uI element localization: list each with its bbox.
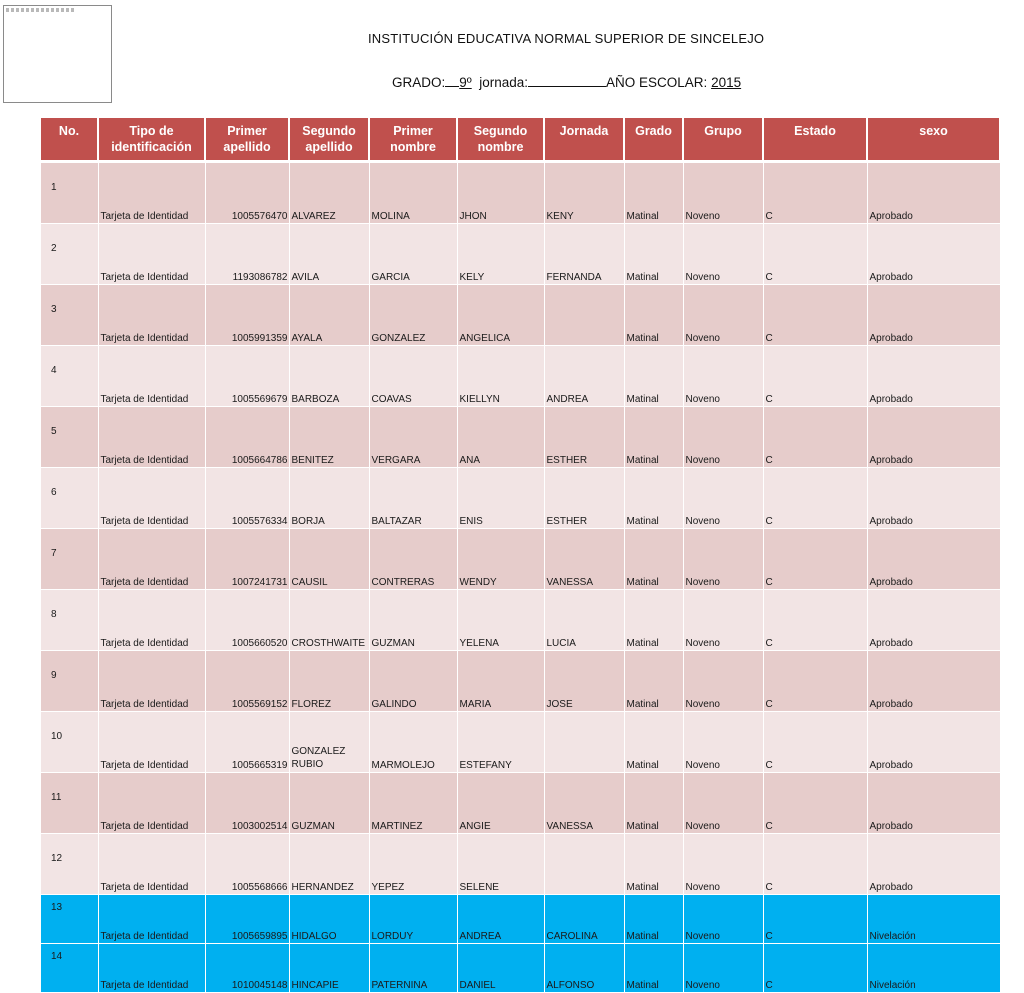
cell-second-surname: YEPEZ [369, 834, 457, 895]
cell-id-type: Tarjeta de Identidad [98, 834, 205, 895]
cell-estado: Aprobado [867, 346, 1000, 407]
cell-first-surname: AYALA [289, 285, 369, 346]
cell-second-surname: LORDUY [369, 895, 457, 944]
cell-second-name: ANDREA [544, 346, 624, 407]
cell-jornada: Matinal [624, 773, 683, 834]
cell-first-name: MARIA [457, 651, 544, 712]
cell-jornada: Matinal [624, 895, 683, 944]
cell-id-number: 1193086782 [205, 224, 289, 285]
cell-first-surname: HINCAPIE [289, 944, 369, 993]
cell-grupo: C [763, 529, 867, 590]
cell-first-name: JHON [457, 162, 544, 224]
column-header: Estado [763, 118, 867, 162]
cell-grado: Noveno [683, 834, 763, 895]
cell-first-surname: CROSTHWAITE [289, 590, 369, 651]
cell-second-name [544, 834, 624, 895]
cell-grado: Noveno [683, 895, 763, 944]
cell-grupo: C [763, 346, 867, 407]
cell-second-surname: BALTAZAR [369, 468, 457, 529]
cell-id-type: Tarjeta de Identidad [98, 468, 205, 529]
cell-second-name: ESTHER [544, 407, 624, 468]
institution-logo-placeholder [3, 5, 112, 103]
cell-first-name: WENDY [457, 529, 544, 590]
table-row [41, 346, 1000, 407]
cell-number: 14 [41, 944, 98, 993]
cell-jornada: Matinal [624, 407, 683, 468]
cell-jornada: Matinal [624, 712, 683, 773]
cell-second-surname: COAVAS [369, 346, 457, 407]
column-header: No. [41, 118, 98, 162]
cell-jornada: Matinal [624, 651, 683, 712]
cell-estado: Aprobado [867, 407, 1000, 468]
cell-id-number: 1010045148 [205, 944, 289, 993]
cell-grado: Noveno [683, 407, 763, 468]
cell-grado: Noveno [683, 346, 763, 407]
cell-second-name: JOSE [544, 651, 624, 712]
cell-estado: Aprobado [867, 773, 1000, 834]
cell-number: 10 [41, 712, 98, 773]
cell-second-surname: PATERNINA [369, 944, 457, 993]
column-header: sexo [867, 118, 1000, 162]
cell-second-surname: CONTRERAS [369, 529, 457, 590]
cell-number: 8 [41, 590, 98, 651]
cell-id-type: Tarjeta de Identidad [98, 162, 205, 224]
table-row [41, 712, 1000, 773]
cell-grado: Noveno [683, 590, 763, 651]
cell-grupo: C [763, 712, 867, 773]
cell-id-type: Tarjeta de Identidad [98, 285, 205, 346]
cell-id-type: Tarjeta de Identidad [98, 407, 205, 468]
cell-grado: Noveno [683, 285, 763, 346]
logo-caption-strip [6, 8, 76, 12]
cell-second-name [544, 285, 624, 346]
cell-estado: Nivelación [867, 895, 1000, 944]
cell-first-surname: HERNANDEZ [289, 834, 369, 895]
institution-title: INSTITUCIÓN EDUCATIVA NORMAL SUPERIOR DE SINCELEJO [368, 31, 765, 46]
table-header-row [41, 118, 1000, 162]
cell-number: 5 [41, 407, 98, 468]
cell-grupo: C [763, 834, 867, 895]
table-row [41, 895, 1000, 944]
cell-second-name: VANESSA [544, 529, 624, 590]
cell-first-surname: CAUSIL [289, 529, 369, 590]
cell-second-surname: MOLINA [369, 162, 457, 224]
cell-estado: Aprobado [867, 651, 1000, 712]
cell-estado: Aprobado [867, 162, 1000, 224]
cell-grado: Noveno [683, 712, 763, 773]
cell-first-surname: BENITEZ [289, 407, 369, 468]
jornada-label: jornada: [479, 75, 529, 90]
cell-first-name: ANGELICA [457, 285, 544, 346]
cell-grupo: C [763, 285, 867, 346]
cell-jornada: Matinal [624, 224, 683, 285]
cell-estado: Aprobado [867, 224, 1000, 285]
cell-second-surname: GALINDO [369, 651, 457, 712]
cell-id-number: 1005576334 [205, 468, 289, 529]
cell-first-name: SELENE [457, 834, 544, 895]
cell-second-surname: VERGARA [369, 407, 457, 468]
column-header: Segundo apellido [289, 118, 369, 162]
cell-id-number: 1005568666 [205, 834, 289, 895]
cell-first-surname: AVILA [289, 224, 369, 285]
cell-first-surname: ALVAREZ [289, 162, 369, 224]
cell-jornada: Matinal [624, 529, 683, 590]
cell-grado: Noveno [683, 944, 763, 993]
cell-jornada: Matinal [624, 346, 683, 407]
cell-grupo: C [763, 162, 867, 224]
cell-jornada: Matinal [624, 590, 683, 651]
cell-jornada: Matinal [624, 468, 683, 529]
table-row [41, 834, 1000, 895]
anio-label: AÑO ESCOLAR: [606, 75, 708, 90]
cell-first-name: DANIEL [457, 944, 544, 993]
grado-blank [445, 74, 459, 87]
cell-number: 1 [41, 162, 98, 224]
cell-jornada: Matinal [624, 162, 683, 224]
cell-first-name: ANDREA [457, 895, 544, 944]
column-header: Jornada [544, 118, 624, 162]
cell-number: 11 [41, 773, 98, 834]
cell-id-number: 1007241731 [205, 529, 289, 590]
cell-jornada: Matinal [624, 944, 683, 993]
table-row [41, 651, 1000, 712]
table-row [41, 773, 1000, 834]
cell-id-number: 1005660520 [205, 590, 289, 651]
cell-first-surname: BARBOZA [289, 346, 369, 407]
student-roster-table [41, 118, 1001, 993]
grado-label: GRADO: [392, 75, 446, 90]
cell-grupo: C [763, 590, 867, 651]
cell-grupo: C [763, 468, 867, 529]
cell-id-number: 1005664786 [205, 407, 289, 468]
column-header: Grado [624, 118, 683, 162]
cell-grado: Noveno [683, 529, 763, 590]
cell-grado: Noveno [683, 468, 763, 529]
cell-id-type: Tarjeta de Identidad [98, 944, 205, 993]
cell-grupo: C [763, 895, 867, 944]
cell-id-type: Tarjeta de Identidad [98, 529, 205, 590]
cell-number: 6 [41, 468, 98, 529]
cell-estado: Aprobado [867, 834, 1000, 895]
table-row [41, 468, 1000, 529]
column-header: Segundo nombre [457, 118, 544, 162]
cell-first-name: ESTEFANY [457, 712, 544, 773]
cell-id-type: Tarjeta de Identidad [98, 224, 205, 285]
cell-id-type: Tarjeta de Identidad [98, 773, 205, 834]
cell-estado: Aprobado [867, 285, 1000, 346]
cell-estado: Aprobado [867, 590, 1000, 651]
cell-first-name: YELENA [457, 590, 544, 651]
cell-first-name: KIELLYN [457, 346, 544, 407]
cell-id-number: 1005665319 [205, 712, 289, 773]
table-row [41, 162, 1000, 224]
cell-grupo: C [763, 407, 867, 468]
grado-value: 9º [459, 75, 472, 90]
cell-second-surname: GUZMAN [369, 590, 457, 651]
cell-estado: Aprobado [867, 529, 1000, 590]
cell-second-surname: MARMOLEJO [369, 712, 457, 773]
table-row [41, 224, 1000, 285]
cell-estado: Aprobado [867, 468, 1000, 529]
cell-second-name: CAROLINA [544, 895, 624, 944]
cell-number: 12 [41, 834, 98, 895]
anio-value: 2015 [711, 75, 742, 90]
cell-first-name: KELY [457, 224, 544, 285]
cell-jornada: Matinal [624, 285, 683, 346]
cell-number: 9 [41, 651, 98, 712]
column-header: Tipo de identificación [98, 118, 205, 162]
cell-id-type: Tarjeta de Identidad [98, 651, 205, 712]
cell-second-name: ESTHER [544, 468, 624, 529]
cell-first-surname: GUZMAN [289, 773, 369, 834]
cell-id-number: 1005576470 [205, 162, 289, 224]
cell-first-surname: BORJA [289, 468, 369, 529]
cell-first-name: ANGIE [457, 773, 544, 834]
cell-second-name: KENY [544, 162, 624, 224]
cell-number: 4 [41, 346, 98, 407]
cell-number: 7 [41, 529, 98, 590]
cell-first-name: ANA [457, 407, 544, 468]
cell-id-type: Tarjeta de Identidad [98, 712, 205, 773]
cell-grupo: C [763, 224, 867, 285]
cell-second-surname: GONZALEZ [369, 285, 457, 346]
cell-number: 2 [41, 224, 98, 285]
cell-grado: Noveno [683, 162, 763, 224]
cell-id-number: 1003002514 [205, 773, 289, 834]
table-row [41, 590, 1000, 651]
column-header: Grupo [683, 118, 763, 162]
cell-first-surname: HIDALGO [289, 895, 369, 944]
table-row [41, 944, 1000, 993]
cell-number: 3 [41, 285, 98, 346]
cell-second-name [544, 712, 624, 773]
table-row [41, 529, 1000, 590]
cell-grado: Noveno [683, 773, 763, 834]
table-row [41, 285, 1000, 346]
cell-jornada: Matinal [624, 834, 683, 895]
table-row [41, 407, 1000, 468]
grade-line [392, 74, 741, 90]
cell-second-name: FERNANDA [544, 224, 624, 285]
cell-id-number: 1005569679 [205, 346, 289, 407]
cell-first-surname: GONZALEZ RUBIO [289, 712, 369, 773]
cell-second-name: LUCIA [544, 590, 624, 651]
cell-id-number: 1005991359 [205, 285, 289, 346]
table-body [41, 162, 1000, 993]
cell-grupo: C [763, 651, 867, 712]
cell-grupo: C [763, 944, 867, 993]
cell-id-type: Tarjeta de Identidad [98, 346, 205, 407]
cell-second-surname: GARCIA [369, 224, 457, 285]
cell-id-type: Tarjeta de Identidad [98, 590, 205, 651]
cell-second-surname: MARTINEZ [369, 773, 457, 834]
cell-id-number: 1005659895 [205, 895, 289, 944]
cell-id-number: 1005569152 [205, 651, 289, 712]
cell-number: 13 [41, 895, 98, 944]
cell-estado: Aprobado [867, 712, 1000, 773]
cell-first-surname: FLOREZ [289, 651, 369, 712]
cell-id-type: Tarjeta de Identidad [98, 895, 205, 944]
cell-grupo: C [763, 773, 867, 834]
cell-estado: Nivelación [867, 944, 1000, 993]
column-header: Primer nombre [369, 118, 457, 162]
column-header: Primer apellido [205, 118, 289, 162]
jornada-blank [528, 74, 606, 87]
cell-grado: Noveno [683, 651, 763, 712]
cell-second-name: VANESSA [544, 773, 624, 834]
cell-second-name: ALFONSO [544, 944, 624, 993]
cell-first-name: ENIS [457, 468, 544, 529]
cell-grado: Noveno [683, 224, 763, 285]
